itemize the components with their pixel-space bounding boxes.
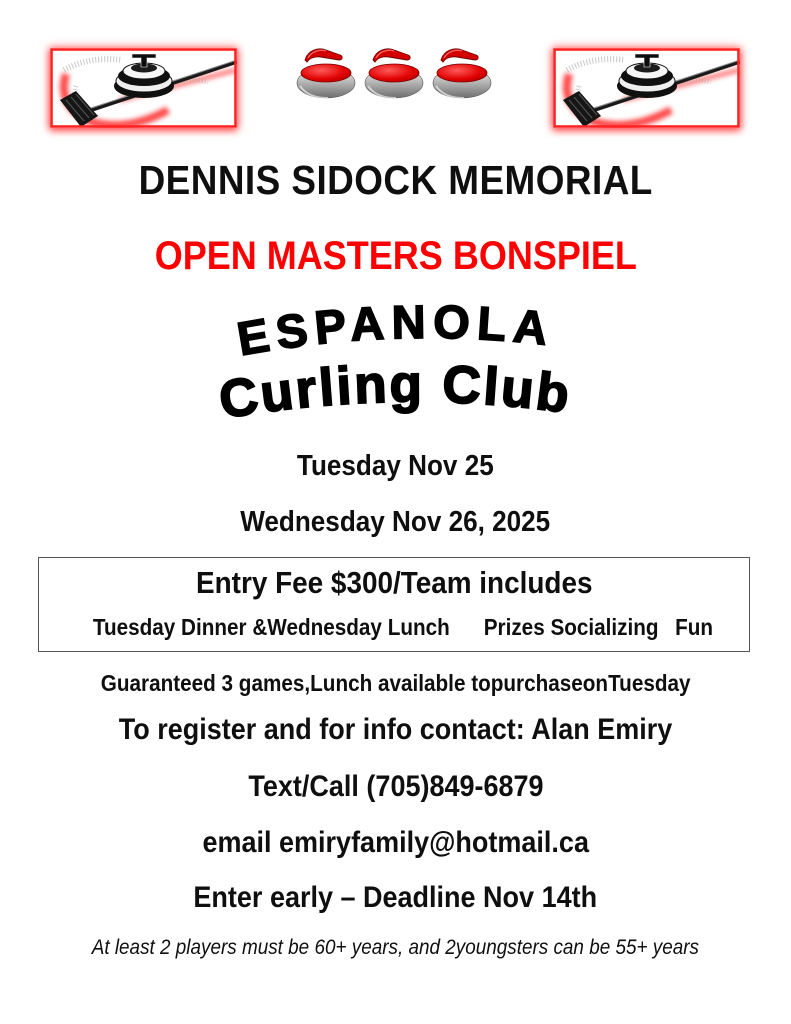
club-wordart-line2: Curling Club: [214, 354, 575, 431]
club-wordart-line1: ESPANOLA: [232, 298, 557, 366]
entry-item-prizes: Prizes Socializing: [483, 614, 659, 640]
entry-item-fun: Fun: [674, 614, 713, 640]
phone-text: Text/Call (705)849-6879: [247, 770, 544, 803]
entry-fee-box: [38, 557, 750, 652]
guarantee-line: [0, 670, 791, 697]
event-date-2: [0, 506, 791, 539]
age-requirement-text: At least 2 players must be 60+ years, and 2youngsters can be 55+ years: [91, 936, 700, 959]
curling-stone-and-broom-icon: [553, 48, 740, 128]
club-wordart: [136, 298, 656, 446]
event-date-1: [0, 450, 791, 483]
email-text: email emiryfamily@hotmail.ca: [202, 826, 589, 859]
event-date-2-text: Wednesday Nov 26, 2025: [240, 506, 551, 538]
contact-line: [0, 713, 791, 747]
svg-text:Curling Club: [215, 355, 575, 431]
contact-text: To register and for info contact: Alan Emiry: [118, 713, 673, 746]
bonspiel-title-text: OPEN MASTERS BONSPIEL: [154, 234, 637, 278]
deadline-line: [0, 881, 791, 915]
memorial-title-text: DENNIS SIDOCK MEMORIAL: [138, 157, 653, 203]
entry-fee-title-text: Entry Fee $300/Team includes: [195, 565, 593, 600]
event-date-1-text: Tuesday Nov 25: [297, 450, 494, 482]
bonspiel-title: [0, 234, 791, 279]
entry-item-meals: Tuesday Dinner &Wednesday Lunch: [92, 614, 450, 640]
age-requirement-note: [0, 936, 791, 960]
deadline-text: Enter early – Deadline Nov 14th: [193, 881, 598, 914]
entry-fee-items: [39, 614, 749, 641]
memorial-title: [0, 157, 791, 204]
curling-stone-and-broom-icon: [50, 48, 237, 128]
phone-line: [0, 770, 791, 804]
curling-stones-icon: [296, 46, 494, 106]
guarantee-text: Guaranteed 3 games,Lunch available topurchaseonTuesday: [100, 670, 691, 696]
entry-fee-title: [39, 565, 749, 601]
email-line: [0, 826, 791, 860]
